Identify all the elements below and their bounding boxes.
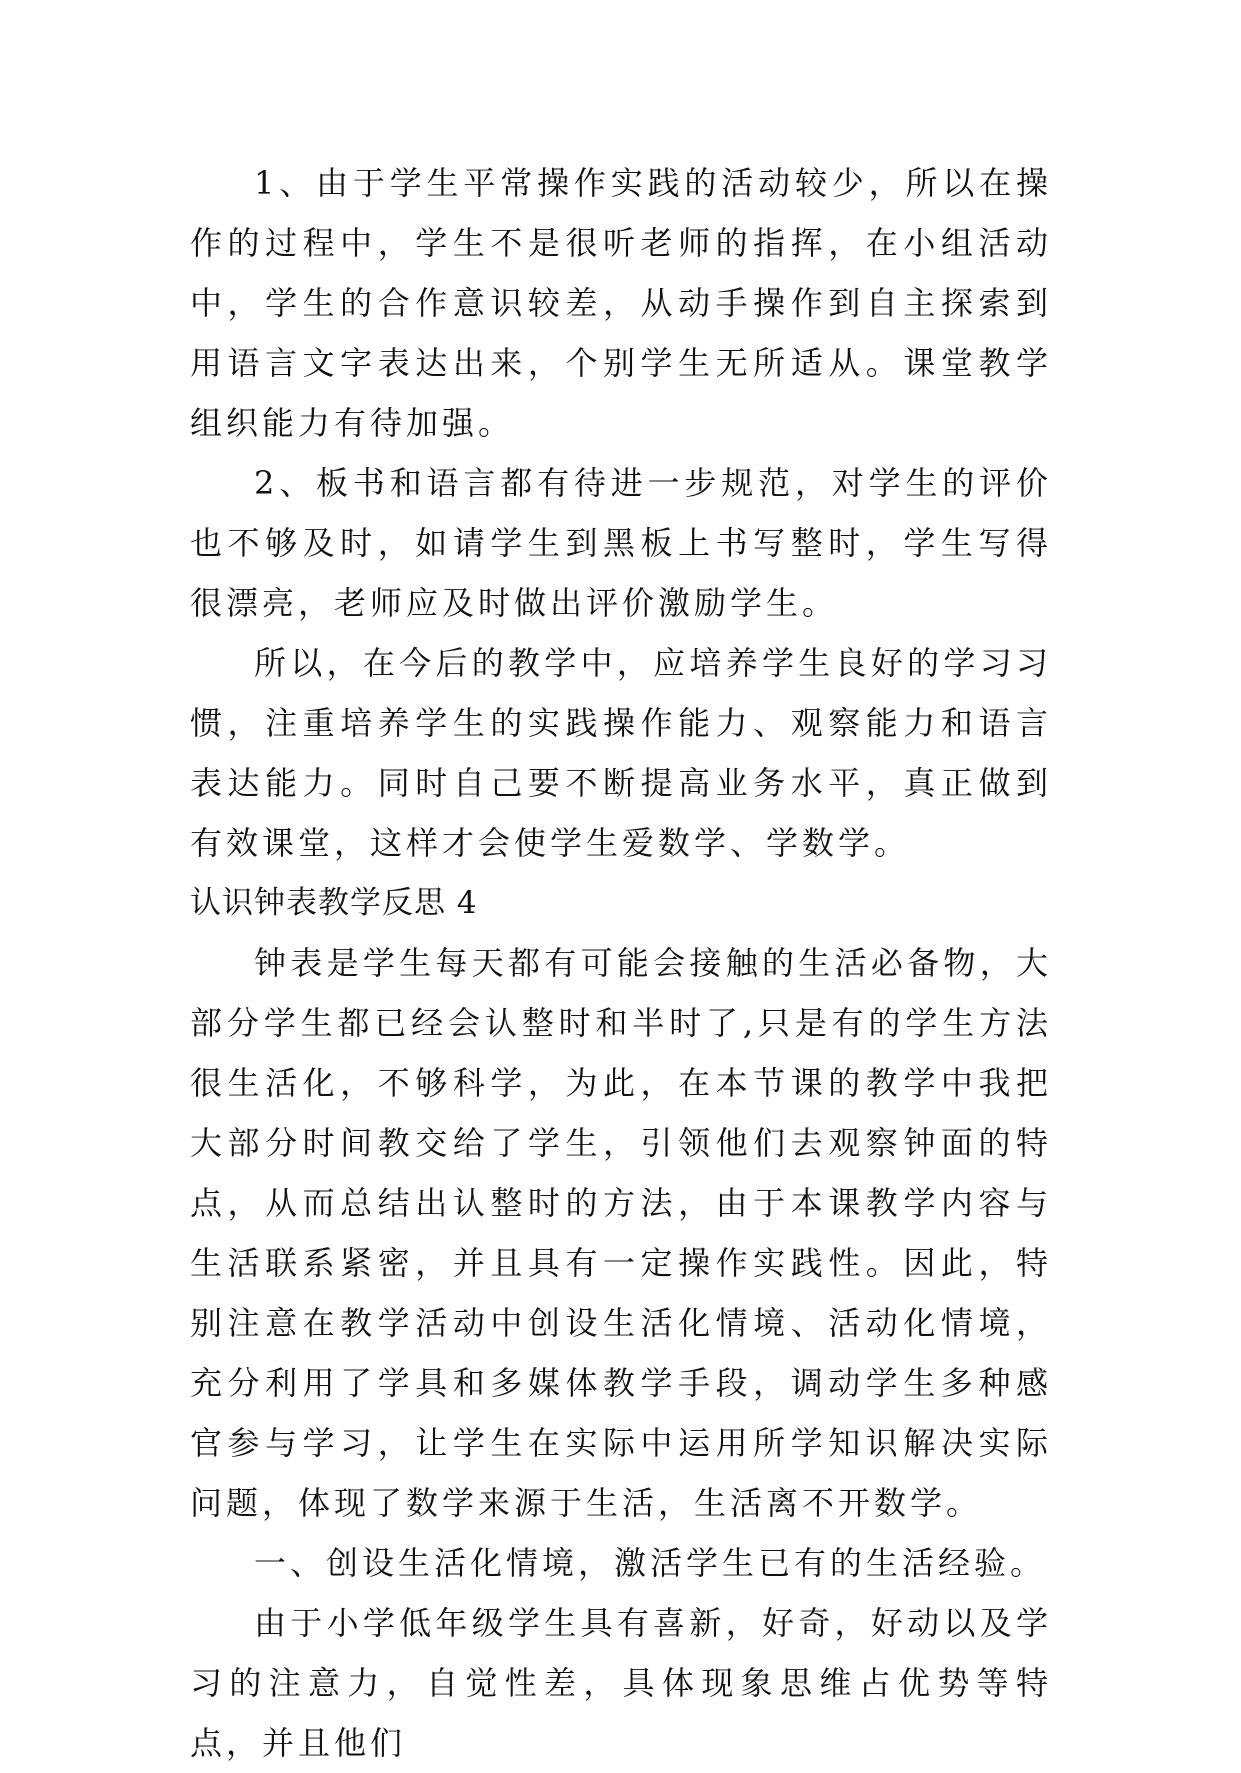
section-paragraph-1: 钟表是学生每天都有可能会接触的生活必备物，大部分学生都已经会认整时和半时了,只是有的学生方法很生活化，不够科学，为此，在本节课的教学中我把大部分时间教交给了学生，引领他们去观察钟面的特点，从而总结出认整时的方法，由于本课教学内容与生活联系紧密，并且具有一定操作实践性。因此，特别注意在教学活动中创设生活化情境、活动化情境，充分利用了学具和多媒体教学手段，调动学生多种感官参与学习，让学生在实际中运用所学知识解决实际问题，体现了数学来源于生活，生活离不开数学。	[190, 944, 1052, 1522]
paragraph-1: 1、由于学生平常操作实践的活动较少，所以在操作的过程中，学生不是很听老师的指挥，在小组活动中，学生的合作意识较差，从动手操作到自主探索到用语言文字表达出来，个别学生无所适从。课堂教学组织能力有待加强。	[190, 164, 1052, 442]
section-paragraph-2: 一、创设生活化情境，激活学生已有的生活经验。	[254, 1544, 1047, 1582]
paragraph-3: 所以，在今后的教学中，应培养学生良好的学习习惯，注重培养学生的实践操作能力、观察能力和语言表达能力。同时自己要不断提高业务水平，真正做到有效课堂，这样才会使学生爱数学、学数学。	[190, 644, 1052, 862]
section-paragraph-3: 由于小学低年级学生具有喜新，好奇，好动以及学习的注意力，自觉性差，具体现象思维占优势等特点，并且他们	[190, 1604, 1052, 1762]
document-body	[190, 153, 1052, 1773]
paragraph-2: 2、板书和语言都有待进一步规范，对学生的评价也不够及时，如请学生到黑板上书写整时，学生写得很漂亮，老师应及时做出评价激励学生。	[190, 464, 1052, 622]
section-title: 认识钟表教学反思 4	[190, 885, 478, 921]
